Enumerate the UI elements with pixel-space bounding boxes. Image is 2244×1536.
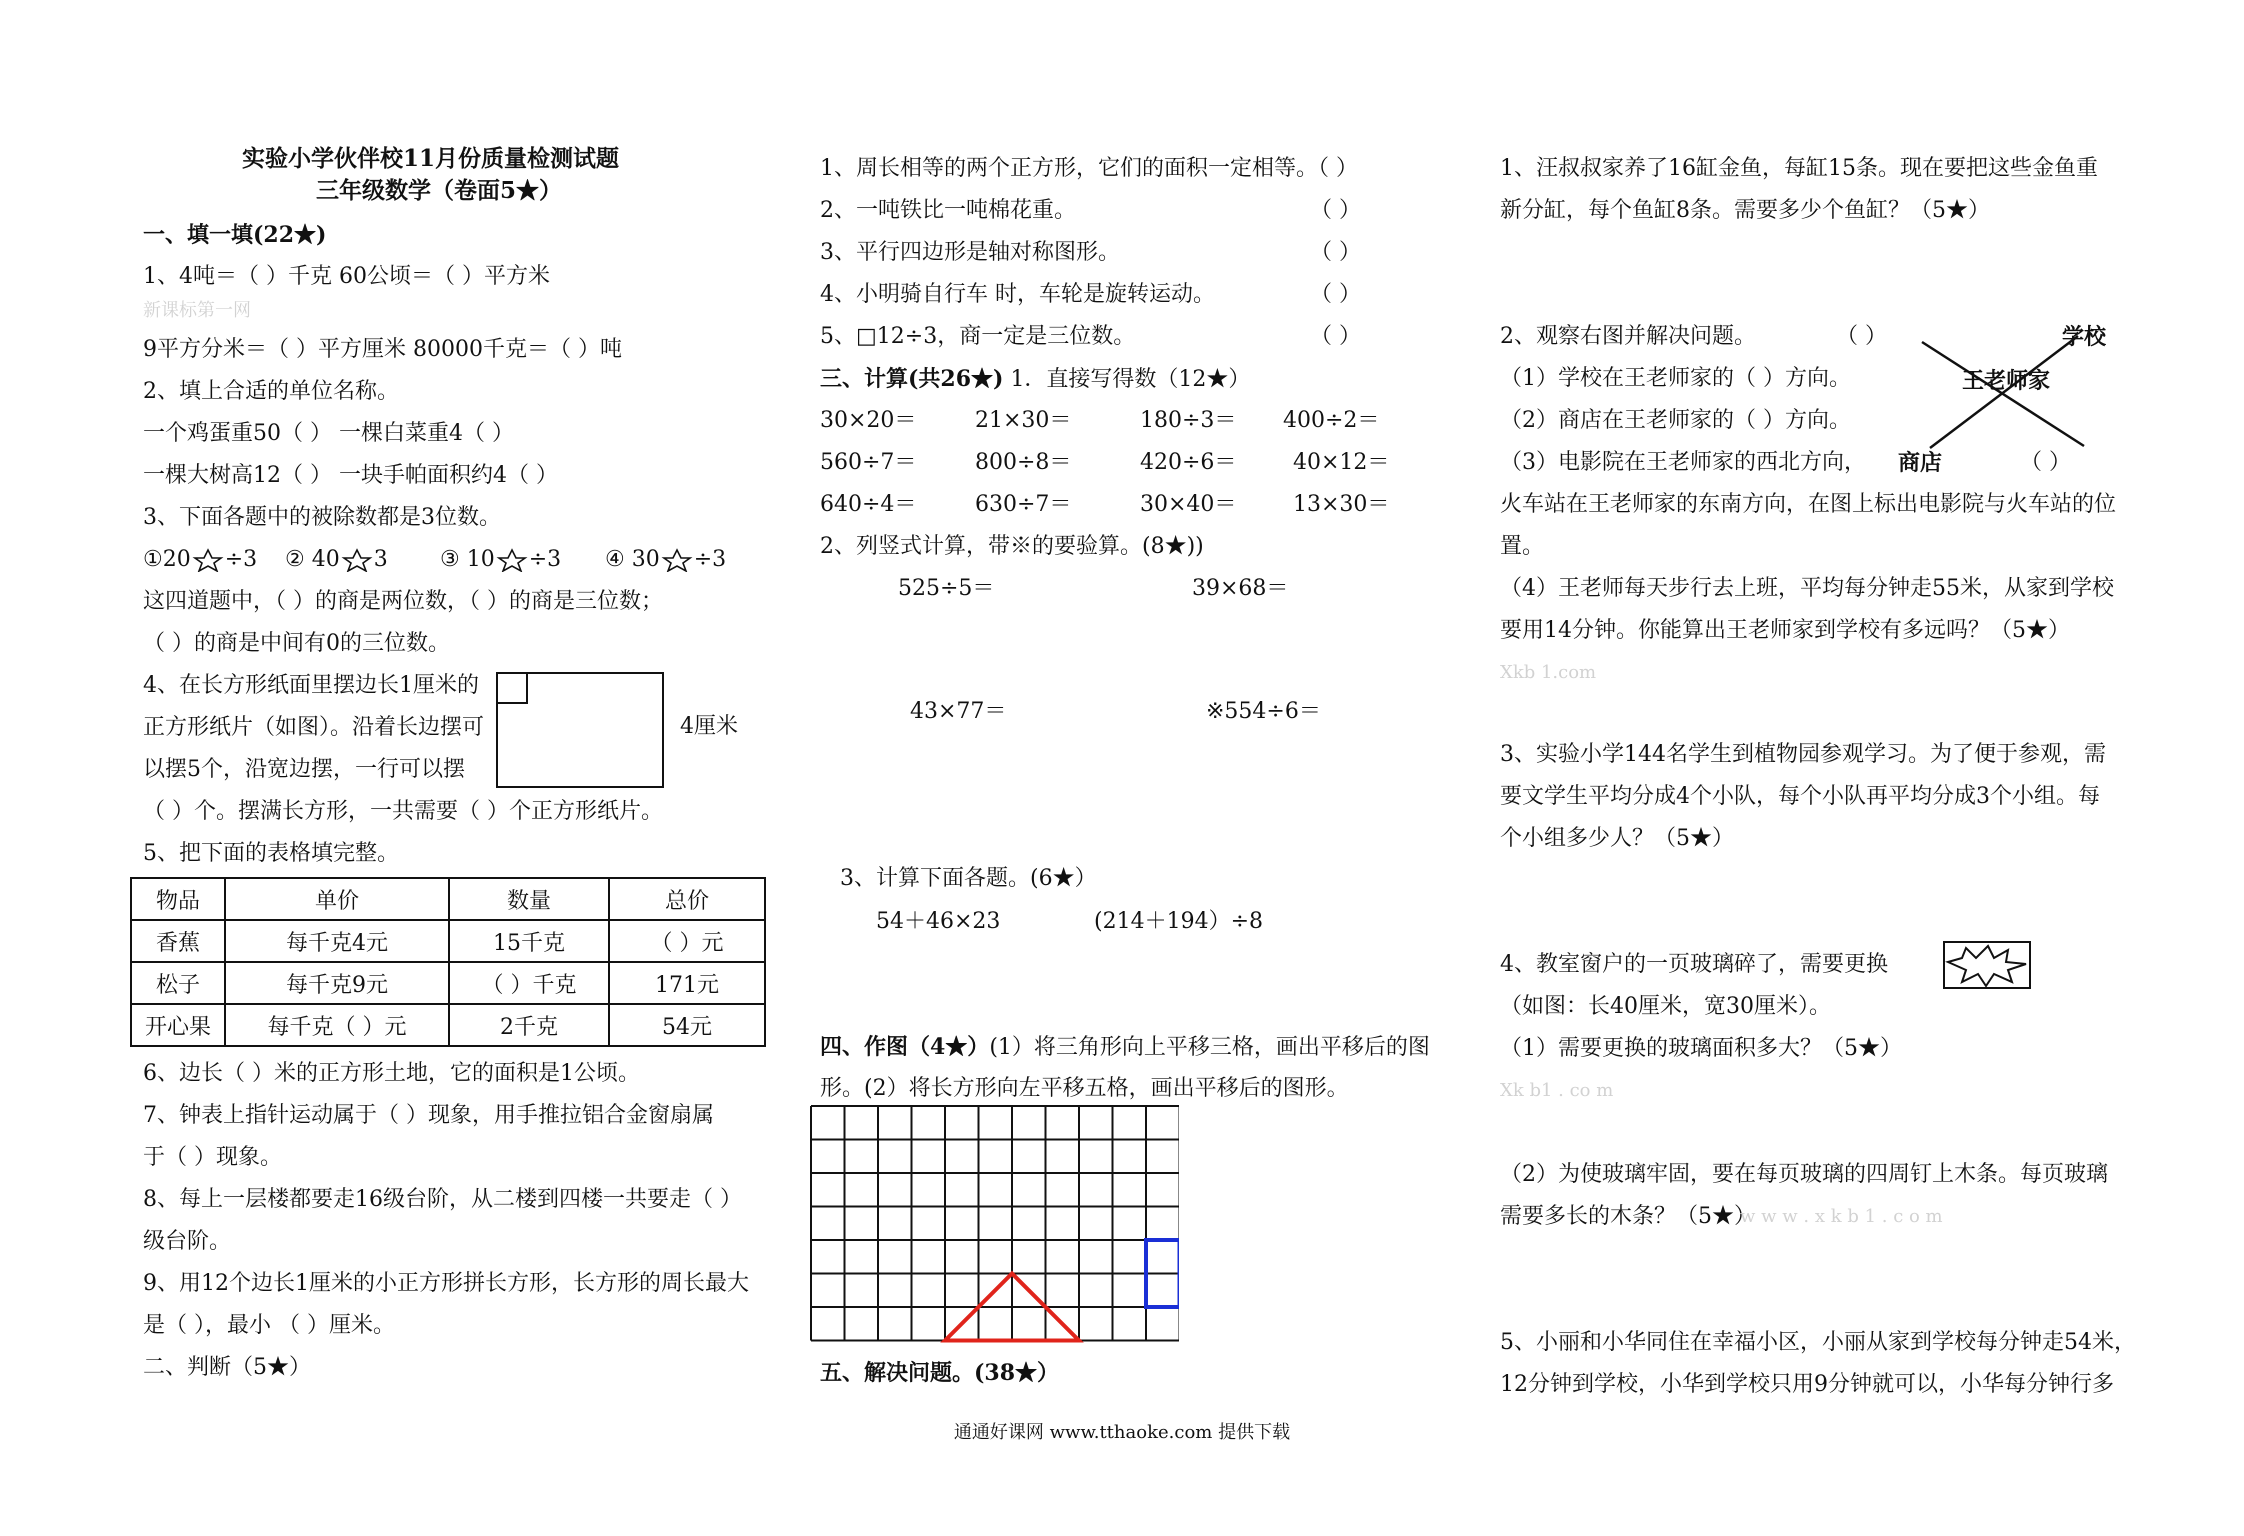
star-placeholder-icon [191,548,225,572]
calc-cell: 13×30＝ [1293,492,1390,517]
calc-cell: 630÷7＝ [975,492,1072,517]
section-draw-title: 四、作图（4★） [820,1034,990,1060]
table-header: 总价 [609,878,765,920]
p2-paren: （ ） [1836,324,1887,349]
q1-line1: 1、4吨＝（ ）千克 60公顷＝（ ）平方米 [143,264,550,289]
q3-heading: 3、下面各题中的被除数都是3位数。 [143,505,501,530]
q2-line2: 一棵大树高12（ ） 一块手帕面积约4（ ） [143,463,558,488]
table-cell: 171元 [609,962,765,1004]
p4-q2-line2: 需要多长的木条？（5★） [1500,1204,1756,1229]
q9-line1: 9、用12个边长1厘米的小正方形拼长方形，长方形的周长最大 [143,1271,749,1296]
calc-2-d: ※554÷6＝ [1206,699,1321,724]
section-solve-heading: 五、解决问题。(38★） [820,1360,1060,1386]
p3-line3: 个小组多少人？（5★） [1500,826,1734,851]
table-row [131,962,765,1004]
table-header: 单价 [225,878,449,920]
p5-line2: 12分钟到学校，小华到学校只用9分钟就可以，小华每分钟行多 [1500,1372,2114,1397]
broken-glass-icon [1942,940,2032,990]
exam-subtitle: 三年级数学（卷面5★） [316,177,563,204]
label-shop: 商店 [1898,450,1943,476]
p2-q4: （4）王老师每天步行去上班，平均每分钟走55米，从家到学校 [1500,576,2114,601]
q3-item-3-text: ③ 10 [440,547,495,572]
section-draw-text: (1）将三角形向上平移三格，画出平移后的图 [989,1035,1430,1060]
calc-3-a: 54＋46×23 [876,909,1001,934]
p2-line5: 火车站在王老师家的东南方向，在图上标出电影院与火车站的位 [1500,492,2117,517]
watermark-text: 新课标第一网 [143,300,251,321]
table-cell: 香蕉 [131,920,225,962]
section-calc-sub: 1．直接写得数（12★） [1010,367,1251,392]
q3-item-1-text: ①20 [143,547,191,572]
p2-heading: 2、观察右图并解决问题。 [1500,324,1756,349]
section-calc-title: 三、计算(共26★) [820,366,1004,392]
calc-cell: 800÷8＝ [975,450,1072,475]
q3-item-4-text: ④ 30 [605,547,660,572]
judge-5-paren: （ ） [1310,324,1361,349]
q7-line2: 于（ ）现象。 [143,1145,282,1170]
star-placeholder-icon [495,548,529,572]
watermark-text: Xkb 1.com [1500,662,1597,683]
p3-line1: 3、实验小学144名学生到植物园参观学习。为了便于参观，需 [1500,742,2106,767]
table-cell: 开心果 [131,1004,225,1046]
q3-item-4 [605,545,726,575]
judge-2: 2、一吨铁比一吨棉花重。 [820,198,1076,223]
q3-line3: 这四道题中，（ ）的商是两位数，（ ）的商是三位数； [143,589,663,614]
p2-q3-paren: （ ） [2020,450,2071,475]
table-cell: 每千克4元 [225,920,449,962]
q3-item-4-tail: ÷3 [693,547,727,572]
q4-line1: 4、在长方形纸面里摆边长1厘米的 [143,673,479,698]
rectangle-figure [496,672,664,788]
p4-q1: （1）需要更换的玻璃面积多大？（5★） [1500,1036,1902,1061]
table-cell: 2千克 [449,1004,609,1046]
section-judge-heading: 二、判断（5★） [143,1355,311,1380]
section-calc-heading [820,364,1250,395]
calc-cell: 560÷7＝ [820,450,917,475]
section-draw-heading [820,1032,1430,1063]
q4-line4: （ ）个。摆满长方形，一共需要（ ）个正方形纸片。 [143,799,663,824]
p4-line2: （如图：长40厘米，宽30厘米）。 [1500,994,1831,1019]
q3-item-2 [285,545,388,575]
p2-q1: （1）学校在王老师家的（ ）方向。 [1500,366,1851,391]
exam-title: 实验小学伙伴校11月份质量检测试题 [242,145,620,172]
table-cell: （ ）元 [609,920,765,962]
table-header: 物品 [131,878,225,920]
star-placeholder-icon [340,548,374,572]
judge-5: 5、□12÷3，商一定是三位数。 [820,324,1136,349]
judge-4-paren: （ ） [1310,282,1361,307]
calc-2-b: 39×68＝ [1192,576,1289,601]
rectangle-width-label: 4厘米 [680,714,738,739]
calc-3-b: (214＋194）÷8 [1094,909,1263,934]
price-table [130,877,766,1047]
q5-heading: 5、把下面的表格填完整。 [143,841,399,866]
q9-line2: 是（ ），最小 （ ）厘米。 [143,1313,395,1338]
judge-2-paren: （ ） [1310,198,1361,223]
calc-cell: 40×12＝ [1293,450,1390,475]
q3-item-3-tail: ÷3 [528,547,562,572]
watermark-text: Xk b1 . co m [1500,1080,1614,1101]
judge-3-paren: （ ） [1310,240,1361,265]
table-cell: 每千克9元 [225,962,449,1004]
label-school: 学校 [2062,324,2107,350]
q7-line1: 7、钟表上指针运动属于（ ）现象，用手推拉铝合金窗扇属 [143,1103,714,1128]
q8-line1: 8、每上一层楼都要走16级台阶，从二楼到四楼一共要走（ ） [143,1187,742,1212]
p1-line2: 新分缸，每个鱼缸8条。需要多少个鱼缸？（5★） [1500,198,1990,223]
p4-q2: （2）为使玻璃牢固，要在每页玻璃的四周钉上木条。每页玻璃 [1500,1162,2108,1187]
q1-line2: 9平方分米＝（ ）平方厘米 80000千克＝（ ）吨 [143,337,622,362]
p1-line1: 1、汪叔叔家养了16缸金鱼，每缸15条。现在要把这些金鱼重 [1500,156,2098,181]
unit-square [498,674,528,704]
calc-cell: 420÷6＝ [1140,450,1237,475]
calc-2-a: 525÷5＝ [898,576,995,601]
q3-line4: （ ）的商是中间有0的三位数。 [143,631,450,656]
table-row [131,920,765,962]
judge-3: 3、平行四边形是轴对称图形。 [820,240,1120,265]
q4-line2: 正方形纸片（如图）。沿着长边摆可 [143,715,485,740]
translation-grid [809,1104,1179,1348]
calc-cell: 30×40＝ [1140,492,1237,517]
p4-line1: 4、教室窗户的一页玻璃碎了，需要更换 [1500,952,1888,977]
p3-line2: 要文学生平均分成4个小队，每个小队再平均分成3个小组。每 [1500,784,2100,809]
calc-cell: 21×30＝ [975,408,1072,433]
judge-1: 1、周长相等的两个正方形，它们的面积一定相等。（ ） [820,156,1358,181]
p2-q4-line2: 要用14分钟。你能算出王老师家到学校有多远吗？（5★） [1500,618,2070,643]
table-cell: 54元 [609,1004,765,1046]
table-header: 数量 [449,878,609,920]
table-cell: 15千克 [449,920,609,962]
p2-q3: （3）电影院在王老师家的西北方向， [1500,450,1866,475]
calc-2-heading: 2、列竖式计算，带※的要验算。(8★)) [820,534,1204,559]
judge-4: 4、小明骑自行车 时，车轮是旋转运动。 [820,282,1215,307]
q3-item-2-text: ② 40 [285,547,340,572]
calc-cell: 640÷4＝ [820,492,917,517]
section-draw-line2: 形。(2）将长方形向左平移五格，画出平移后的图形。 [820,1076,1349,1101]
q3-item-1-tail: ÷3 [224,547,258,572]
p2-q2: （2）商店在王老师家的（ ）方向。 [1500,408,1851,433]
q3-item-1 [143,545,257,575]
calc-2-c: 43×77＝ [910,699,1007,724]
q2-heading: 2、填上合适的单位名称。 [143,379,399,404]
q6-line: 6、边长（ ）米的正方形土地，它的面积是1公顷。 [143,1061,640,1086]
q4-line3: 以摆5个，沿宽边摆，一行可以摆 [143,757,465,782]
calc-3-heading: 3、计算下面各题。(6★） [840,866,1097,891]
p5-line1: 5、小丽和小华同住在幸福小区，小丽从家到学校每分钟走54米， [1500,1330,2136,1355]
q3-item-3 [440,545,561,575]
calc-cell: 180÷3＝ [1140,408,1237,433]
page-footer: 通通好课网 www.tthaoke.com 提供下载 [953,1422,1291,1443]
q3-item-2-tail: 3 [373,547,388,572]
table-header-row [131,878,765,920]
watermark-text: w w w . x k b 1 . c o m [1740,1206,1943,1227]
section-fill-heading: 一、填一填(22★) [143,222,327,248]
table-row [131,1004,765,1046]
q8-line2: 级台阶。 [143,1229,232,1254]
label-teacher-home: 王老师家 [1962,368,2051,394]
table-cell: 每千克（ ）元 [225,1004,449,1046]
calc-cell: 30×20＝ [820,408,917,433]
table-cell: （ ）千克 [449,962,609,1004]
q2-line1: 一个鸡蛋重50（ ） 一棵白菜重4（ ） [143,421,514,446]
p2-line6: 置。 [1500,534,1545,559]
table-cell: 松子 [131,962,225,1004]
calc-cell: 400÷2＝ [1283,408,1380,433]
star-placeholder-icon [660,548,694,572]
